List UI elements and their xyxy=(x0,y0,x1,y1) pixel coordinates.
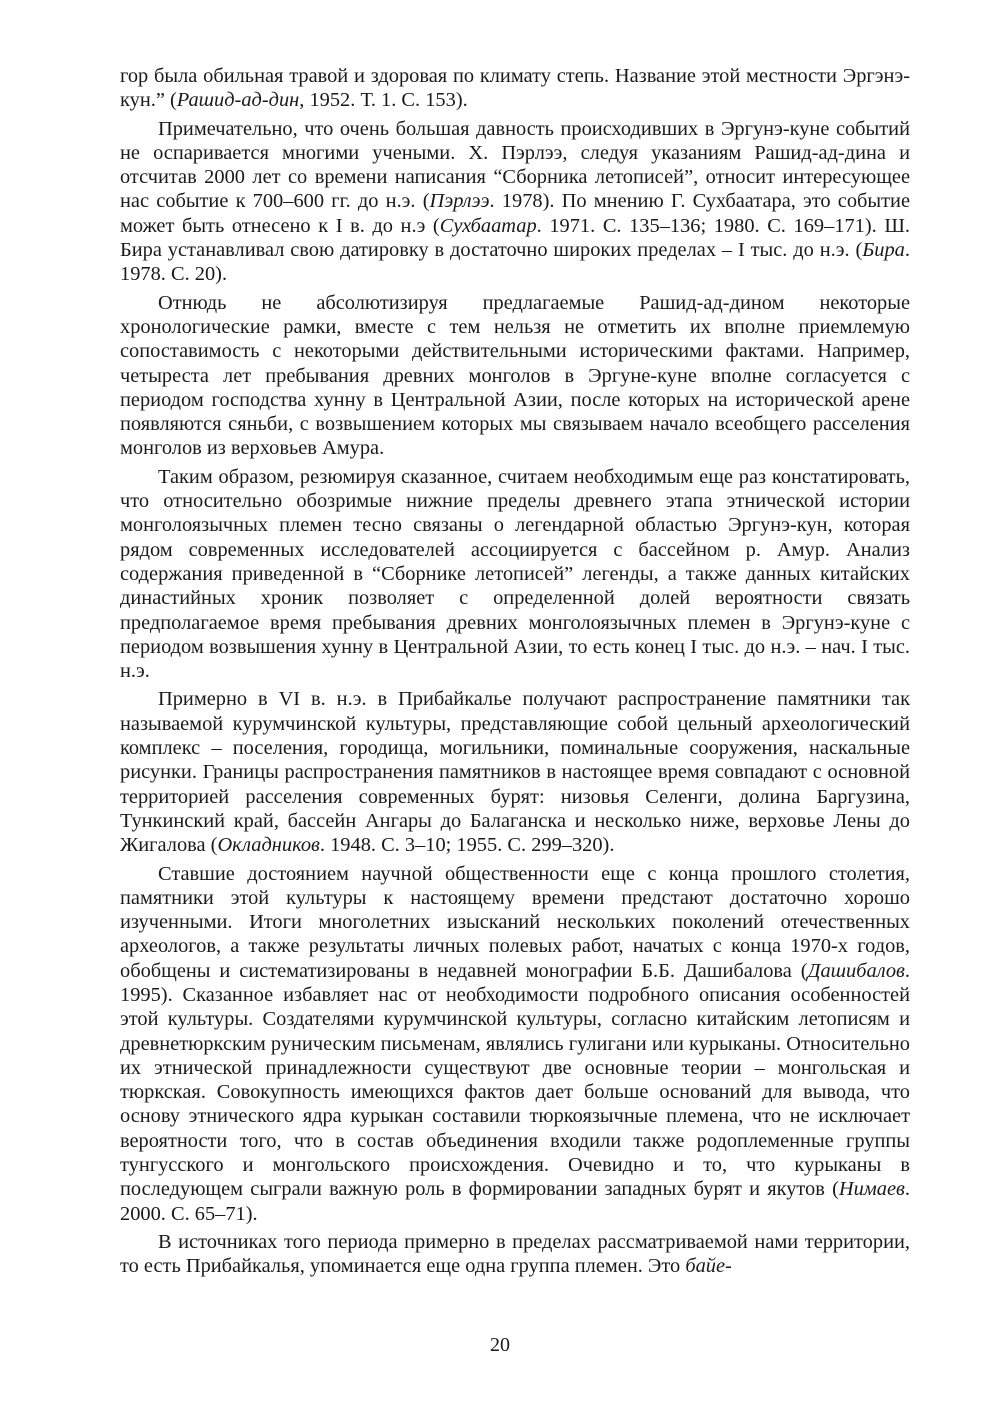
paragraph-2 xyxy=(120,117,910,287)
text-run: . 2000. С. 65–71). xyxy=(120,1178,910,1225)
citation-author: Окладников xyxy=(217,834,320,857)
text-run: гор была обильная травой и здоровая по климату степь. Название этой местности Эргэнэ-кун.” ( xyxy=(120,65,910,112)
paragraph-5 xyxy=(120,687,910,857)
citation-author: Дашибалов xyxy=(807,959,905,982)
text-run: . 1948. С. 3–10; 1955. С. 299–320). xyxy=(319,834,615,857)
text-run: Примечательно, что очень большая давность происходивших в Эргунэ-куне событий не оспаривается многими учеными. Х. Пэрлээ, следуя указаниям Рашид-ад-дина и отсчитав 2000 лет со времени написания “Сборника летописей”, относит интересующее нас событие к 700–600 гг. до н.э. ( xyxy=(120,117,910,213)
citation-author: Нимаев xyxy=(838,1178,905,1201)
paragraph-4 xyxy=(120,465,910,684)
text-run: . 1995). Сказанное избавляет нас от необходимости подробного описания особенностей этой культуры. Создателями курумчинской культуры, согласно китайским летописям и древнетюркским руническим письменам, являлись гулигани или курыканы. Относительно их этнической принадлежности существуют две основные теории – монгольская и тюркская. Совокупность имеющихся фактов дает больше оснований для вывода, что основу этнического ядра курыкан составили тюркоязычные племена, что не исключает вероятности того, что в состав объединения входили также родоплеменные группы тунгусского и монгольского происхождения. Очевидно и то, что курыканы в последующем сыграли важную роль в формировании западных бурят и якутов ( xyxy=(120,959,910,1201)
text-run: Ставшие достоянием научной общественности еще с конца прошлого столетия, памятники этой культуры к настоящему времени предстают достаточно хорошо изученными. Итоги многолетних изысканий нескольких поколений отечественных археологов, а также результаты личных полевых работ, начатых с конца 1970-х годов, обобщены и систематизированы в недавней монографии Б.Б. Дашибалова ( xyxy=(120,862,910,982)
citation-author: Пэрлээ xyxy=(429,190,490,213)
body-text xyxy=(120,64,910,1283)
paragraph-6 xyxy=(120,862,910,1226)
paragraph-7 xyxy=(120,1230,910,1279)
text-run: В источниках того периода примерно в пределах рассматриваемой нами территории, то есть Прибайкалья, упоминается еще одна группа племен. Это xyxy=(120,1230,910,1278)
text-run: . 1971. С. 135–136; 1980. С. 169–171). Ш. Бира устанавливал свою датировку в достаточно широких пределах – I тыс. до н.э. ( xyxy=(120,214,911,262)
citation-author: Сухбаатар xyxy=(439,214,537,237)
text-run: . 1978. С. 20). xyxy=(120,239,910,286)
text-run: Отнюдь не абсолютизируя предлагаемые Рашид-ад-дином некоторые хронологические рамки, вместе с тем нельзя не отметить их вполне приемлемую сопоставимость с некоторыми действительными историческими фактами. Например, четыреста лет пребывания древних монголов в Эргуне-куне вполне согласуется с периодом господства хунну в Центральной Азии, после которых на исторической арене появляются сяньби, с возвышением которых мы связываем начало всеобщего расселения монголов из верховьев Амура. xyxy=(120,291,910,460)
paragraph-3 xyxy=(120,291,910,461)
text-run: , 1952. Т. 1. С. 153). xyxy=(299,89,468,112)
text-run: Таким образом, резюмируя сказанное, считаем необходимым еще раз констатировать, что относительно обозримые нижние пределы древнего этапа этнической истории монголоязычных племен тесно связаны о легендарной областью Эргунэ-кун, которая рядом современных исследователей ассоциируется с бассейном р. Амур. Анализ содержания приведенной в “Сборнике летописей” легенды, а также данных китайских династийных хроник позволяет с определенной долей вероятности связать предполагаемое время пребывания древних монголоязычных племен в Эргунэ-куне с периодом возвышения хунну в Центральной Азии, то есть конец I тыс. до н.э. – нач. I тыс. н.э. xyxy=(120,465,910,683)
citation-author: Бира xyxy=(862,239,905,262)
citation-author: байе- xyxy=(685,1255,732,1278)
page-number: 20 xyxy=(490,1334,510,1356)
text-run: Примерно в VI в. н.э. в Прибайкалье получают распространение памятники так называемой курумчинской культуры, представляющие собой цельный археологический комплекс – поселения, городища, могильники, поминальные сооружения, наскальные рисунки. Границы распространения памятников в настоящее время совпадают с основной территорией расселения современных бурят: низовья Селенги, долина Баргузина, Тункинский край, бассейн Ангары до Балаганска и несколько ниже, верховье Лены до Жигалова ( xyxy=(120,688,910,857)
text-run: . 1978). По мнению Г. Сухбаатара, это событие может быть отнесено к I в. до н.э ( xyxy=(120,190,910,237)
paragraph-1 xyxy=(120,64,910,113)
citation-author: Рашид-ад-дин xyxy=(176,89,300,112)
